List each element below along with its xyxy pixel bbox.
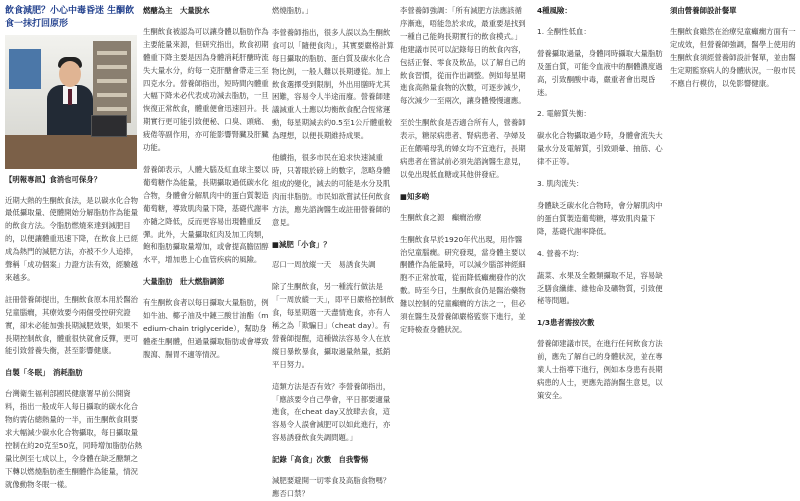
- paragraph: 燃燒脂肪。」: [272, 6, 313, 15]
- subheading: 記錄「高食」次數 自我警惕: [272, 455, 369, 465]
- risk-item: 蔬菜、水果及全穀類攝取不足，容易缺乏膳食纖維、維他命及礦物質，引致便秘等問題。: [537, 270, 663, 306]
- risk-item: 營養攝取過量，身體同時攝取大量脂肪及蛋白質，可能令血液中的酮體濃度過高，引致酮酸中毒，嚴重者會出現昏迷。: [537, 48, 663, 97]
- paragraph: 至於生酮飲食是否適合所有人，營養師表示，糖尿病患者、腎病患者、孕婦及正在餵哺母乳的婦女均不宜進行，長期病患者在嘗試前必須先諮詢醫生意見，以免出現低血糖或其他併發症。: [400, 118, 526, 179]
- subheading: 1/3患者需按次數: [537, 318, 595, 328]
- paragraph: 生酮飲食早於1920年代出現，用作醫治兒童腦癇。研究發現，當身體主要以酮體作為能量時，可以減少腦部神經細胞不正常放電，從而降低癲癇發作的次數。時至今日，生酮飲食仍是醫治藥物難以控制的兒童癲癇的方法之一，但必須在醫生及營養師嚴格監察下進行，並定時檢查身體狀況。: [400, 234, 526, 334]
- subheading: 大量脂肪 壯大燃脂調節: [143, 277, 225, 287]
- paragraph: 有生酮飲食者以每日攝取大量脂肪，例如牛油、椰子油及中鏈三酸甘油酯（medium-chain triglyceride），幫助身體產生酮體，但過量攝取脂肪或會導致腹瀉、腸胃不適等情況。: [143, 298, 269, 359]
- paragraph: 這類方法是否有效？李營養師指出，「應該要令自己學會，平日都要適量進食，在cheat day又放肆去食，這容易令人誤會減肥可以如此進行，亦容易誘發飲食失調問題。」: [272, 381, 391, 443]
- article-column-2: [143, 0, 272, 470]
- article-column-3: [272, 0, 396, 498]
- subheading: 自製「冬眠」 消耗脂肪: [5, 368, 83, 378]
- paragraph: 生酮飲食雖然在治療兒童癲癇方面有一定成效，但營養師強調，醫學上使用的生酮飲食須經營養師設計餐單，並由醫生定期監察病人的身體狀況，一般市民不應自行模仿，以免影響健康。: [670, 26, 796, 88]
- article-column-5: [537, 0, 665, 470]
- paragraph: 近期大熱的生酮飲食法，是以碳水化合物最低攝取量、使體開始分解脂肪作為能量的飲食方法。令脂肪燃燒來達到減肥目的，以便讓體重迅速下降，在飲食上已經成為熱門的減肥方法，亦被不少人追捧，聲稱「成功個案」力證方法有效，經驗越來越多。: [5, 195, 139, 282]
- article-title: 飲食減肥？小心中毒昏迷 生酮飲食一抹打回原形: [5, 6, 135, 29]
- risk-item: 2. 電解質失衡：: [537, 109, 591, 119]
- article-caption: 【明報專訊】食消也可保身？: [5, 174, 102, 184]
- paragraph: 生酮飲食被認為可以讓身體以脂肪作為主要能量來源，但研究指出，飲食初期體重下降主要是因為身體消耗肝醣時流失大量水分，約每一克肝醣會帶走三至四克水分。營養師指出，短時間內體重大幅下降未必代表成功減去脂肪，一旦恢復正常飲食，體重便會迅速回升。長期實行更可能引致便秘、口臭、頭痛、疲倦等副作用，亦可能影響腎臟及肝臟功能。: [143, 26, 269, 153]
- paragraph: 生酮飲食之源 癲癇治療: [400, 212, 482, 222]
- dietitian-photo: [5, 35, 137, 169]
- subheading: ■減肥「小食」？: [272, 239, 331, 249]
- sidebar-heading: 須由營養師設計餐單: [670, 6, 737, 15]
- paragraph: 李營養師強調：「所有減肥方法應該循序漸進，唔能急於求成，最重要是找到一種自己能夠長期實行的飲食模式。」他建議市民可以記錄每日的飲食內容，包括正餐、零食及飲品，以了解自己的飲食習慣，從而作出調整。例如每星期進食高熱量食物的次數，可逐步減少，每次減少一至兩次，讓身體慢慢適應。: [400, 6, 526, 106]
- risks-heading: 4種風險：: [537, 6, 572, 15]
- paragraph: 台灣衛生福利部國民健康署早前公開資料，指出一般成年人每日攝取的碳水化合物約需佔總熱量的一半，而生酮飲食則要求大幅減少碳水化合物攝取，每日攝取量控制在約20克至50克，同時增加脂肪佔熱量比例至七成以上，令身體在缺乏醣類之下轉以燃燒脂肪產生酮體作為能量，情況就像動物冬眠一樣。: [5, 389, 143, 489]
- paragraph: 減肥要避開一切零食及高脂食物嗎？應否口禁？: [272, 476, 391, 498]
- paragraph: 忍口一周放縱一天 易誘食失調: [272, 260, 376, 270]
- article-column-6: [670, 0, 796, 470]
- paragraph: 營養師建議市民，在進行任何飲食方法前，應先了解自己的身體狀況，並在專業人士指導下進行，例如本身患有長期病患的人士，更應先諮詢醫生意見，以策安全。: [537, 339, 663, 400]
- paragraph: 李營養師指出，很多人誤以為生酮飲食可以「隨便食肉」，其實要嚴格計算每日攝取的脂肪、蛋白質及碳水化合物比例，一般人難以長期遵從。加上飲食選擇受到限制，外出用膳時尤其困難，容易令人半途而廢。營養師建議減重人士應以均衡飲食配合恆常運動，每星期減去約0.5至1公斤體重較為理想，以便長期維持成果。: [272, 27, 394, 141]
- subheading: ■知多啲: [400, 191, 430, 201]
- risk-item: 1. 全酮性低血：: [537, 26, 591, 36]
- risk-item: 碳水化合物攝取過少時，身體會流失大量水分及電解質，引致頭暈、抽筋、心律不正等。: [537, 131, 663, 167]
- paragraph: 註冊營養師提出，生酮飲食原本用於醫治兒童腦癇，其療效要今兩個受控研究證實，卻未必能加強長期減肥效果，如果不長期控制飲食，體重很快就會反彈，更可能引致營養失衡，甚至影響健康。: [5, 294, 139, 356]
- paragraph: 除了生酮飲食，另一種流行做法是「一周放縱一天」，即平日嚴格控制飲食，每星期選一天盡情進食，亦有人稱之為「欺騙日」（cheat day）。有營養師提醒，這種做法容易令人在放縱日暴飲暴食，攝取過量熱量，抵銷平日努力。: [272, 282, 394, 369]
- risk-item: 身體缺乏碳水化合物時，會分解肌肉中的蛋白質製造葡萄糖，導致肌肉量下降，基礎代謝率降低。: [537, 200, 663, 236]
- risk-item: 3. 肌肉流失：: [537, 179, 584, 189]
- article-column-1: [5, 0, 143, 489]
- risk-item: 4. 營養不均：: [537, 248, 584, 258]
- article-column-4: [400, 0, 528, 470]
- subheading: 燃醣為主 大量脫水: [143, 6, 210, 15]
- paragraph: 營養師表示，人體大腦及紅血球主要以葡萄糖作為能量，長期攝取過低碳水化合物，身體會分解肌肉中的蛋白質製造葡萄糖，導致肌肉量下降，基礎代謝率亦隨之降低，反而更容易出現體重反彈。此外，大量攝取紅肉及加工肉類，飽和脂肪攝取量增加，或會提高膽固醇水平，增加患上心血管疾病的風險。: [143, 164, 269, 265]
- paragraph: 他續指，很多市民在追求快速減重時，只著眼於磅上的數字，忽略身體組成的變化，減去的可能是水分及肌肉而非脂肪。市民如欲嘗試任何飲食方法，應先諮詢醫生或註冊營養師的意見。: [272, 153, 391, 227]
